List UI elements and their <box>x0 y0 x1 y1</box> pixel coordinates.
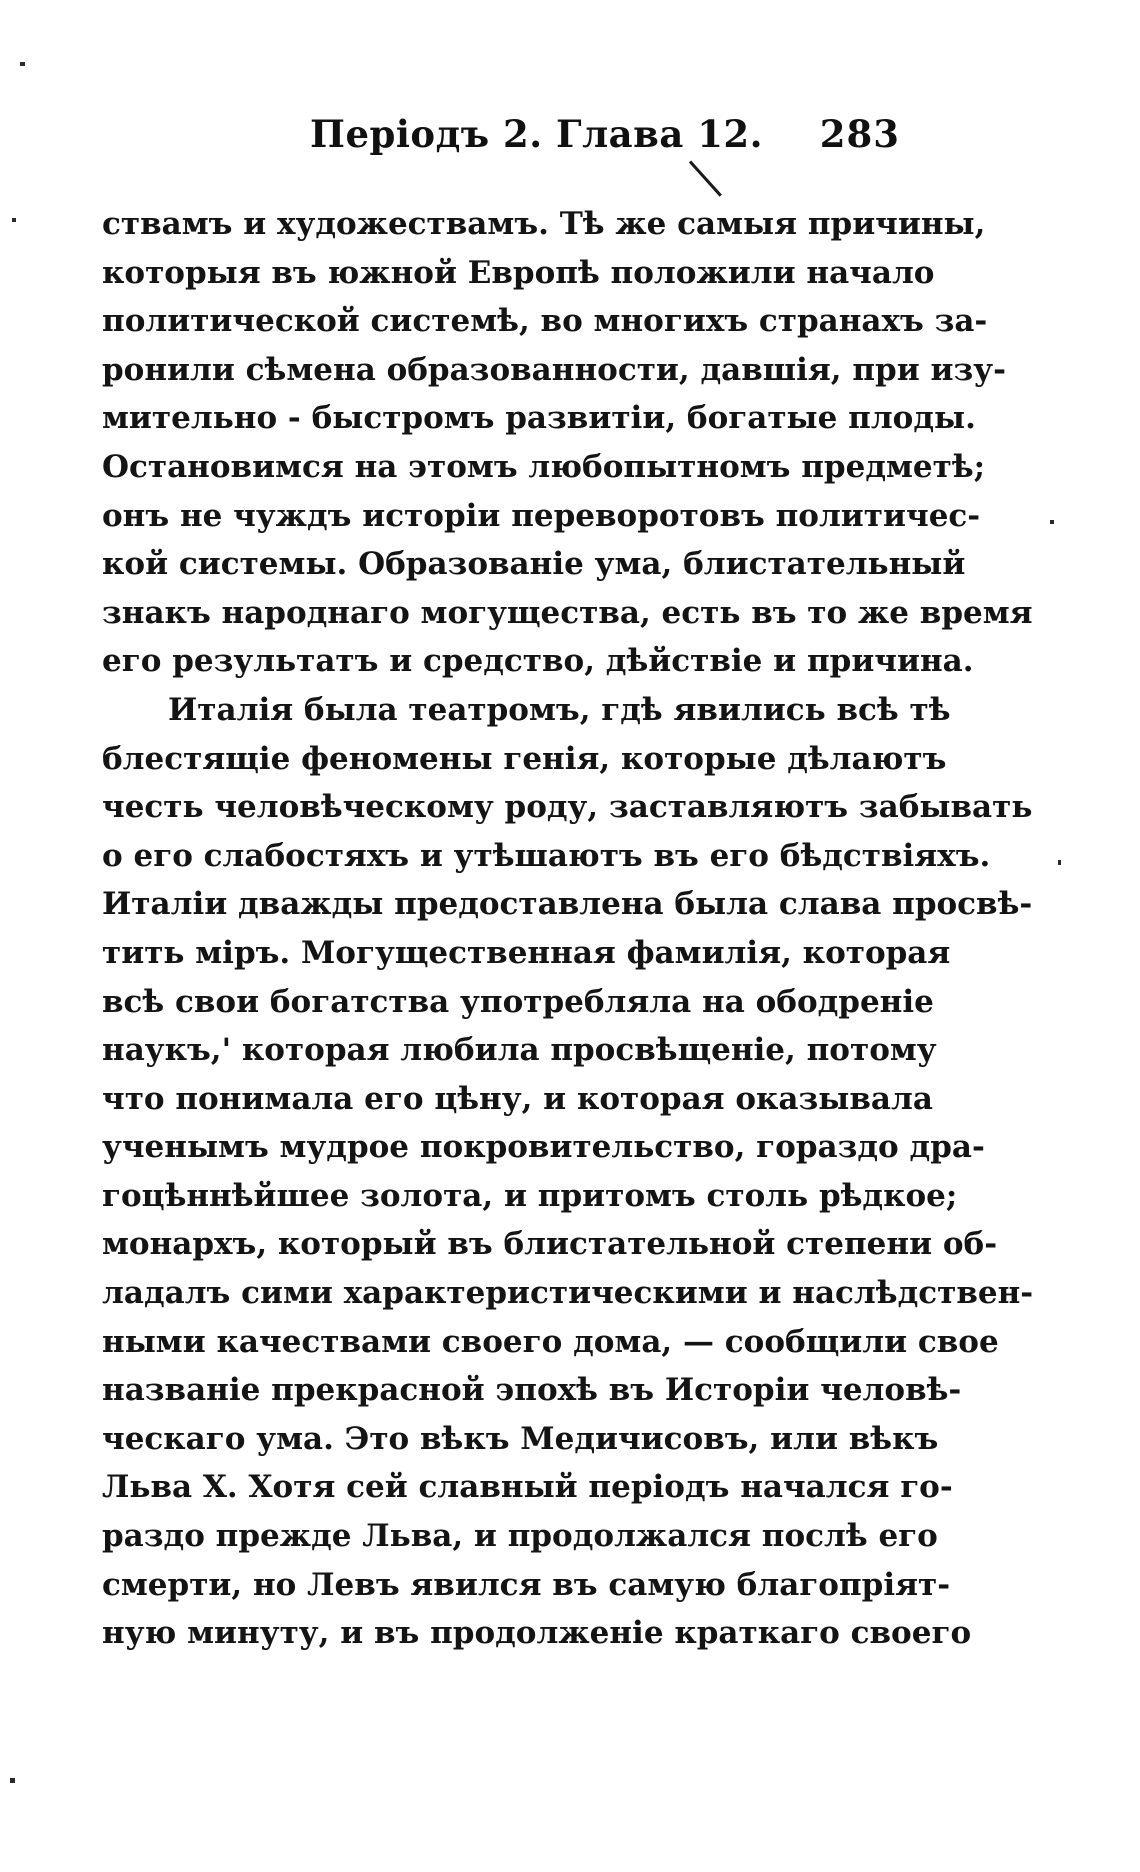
text-line: мительно - быстромъ развитіи, богатые плоды. <box>102 400 976 437</box>
page-number: 283 <box>819 112 900 156</box>
text-line: Льва X. Хотя сей славный періодъ начался го- <box>102 1469 953 1506</box>
text-line: его результатъ и средство, дѣйствіе и причина. <box>102 643 974 680</box>
text-line: тить міръ. Могущественная фамилія, которая <box>102 934 951 971</box>
text-line: Италія была театромъ, гдѣ явились всѣ тѣ <box>168 691 951 728</box>
text-line: ученымъ мудрое покровительство, гораздо дра- <box>102 1129 985 1166</box>
text-line: всѣ свои богатства употребляла на ободреніе <box>102 983 934 1020</box>
margin-speck <box>12 218 16 222</box>
running-title: Періодъ 2. Глава 12. <box>310 112 764 156</box>
text-line: онъ не чуждъ исторіи переворотовъ политичес- <box>102 497 981 534</box>
text-line: Италіи дважды предоставлена была слава просвѣ- <box>102 886 1033 923</box>
text-line: ствамъ и художествамъ. Тѣ же самыя причины, <box>102 206 986 242</box>
text-line: ными качествами своего дома, — сообщили свое <box>102 1323 999 1360</box>
margin-speck <box>20 62 25 66</box>
text-line: которыя въ южной Европѣ положили начало <box>102 254 935 291</box>
margin-speck <box>1058 860 1061 865</box>
text-line: ладалъ сими характеристическими и наслѣдствен- <box>102 1275 1034 1312</box>
text-line: смерти, но Левъ явился въ самую благопріят- <box>102 1566 951 1603</box>
text-line: знакъ народнаго могущества, есть въ то же время <box>102 594 1033 631</box>
text-line: монархъ, который въ блистательной степени об- <box>102 1226 998 1263</box>
text-line: кой системы. Образованіе ума, блистательный <box>102 546 966 583</box>
text-line: что понимала его цѣну, и которая оказывала <box>102 1080 933 1117</box>
text-line: о его слабостяхъ и утѣшаютъ въ его бѣдствіяхъ. <box>102 837 991 874</box>
page-header <box>310 112 900 172</box>
text-line: политической системѣ, во многихъ странахъ за- <box>102 303 988 340</box>
text-line: наукъ,' которая любила просвѣщеніе, потому <box>102 1032 937 1069</box>
text-line: гоцѣннѣйшее золота, и притомъ столь рѣдкое; <box>102 1177 958 1214</box>
text-line: ную минуту, и въ продолженіе краткаго своего <box>102 1615 972 1652</box>
margin-speck <box>10 1778 15 1783</box>
text-line: ронили сѣмена образованности, давшія, при изу- <box>102 351 1006 388</box>
text-line: ческаго ума. Это вѣкъ Медичисовъ, или вѣкъ <box>102 1420 939 1457</box>
text-line: блестящіе феномены генія, которые дѣлаютъ <box>102 740 947 777</box>
text-line: названіе прекрасной эпохѣ въ Исторіи человѣ- <box>102 1372 962 1409</box>
margin-speck <box>1050 520 1054 524</box>
body-text <box>102 200 1034 1658</box>
text-line: честь человѣческому роду, заставляютъ забывать <box>102 789 1033 826</box>
text-line: Остановимся на этомъ любопытномъ предметѣ; <box>102 448 986 485</box>
text-line: раздо прежде Льва, и продолжался послѣ его <box>102 1518 938 1555</box>
